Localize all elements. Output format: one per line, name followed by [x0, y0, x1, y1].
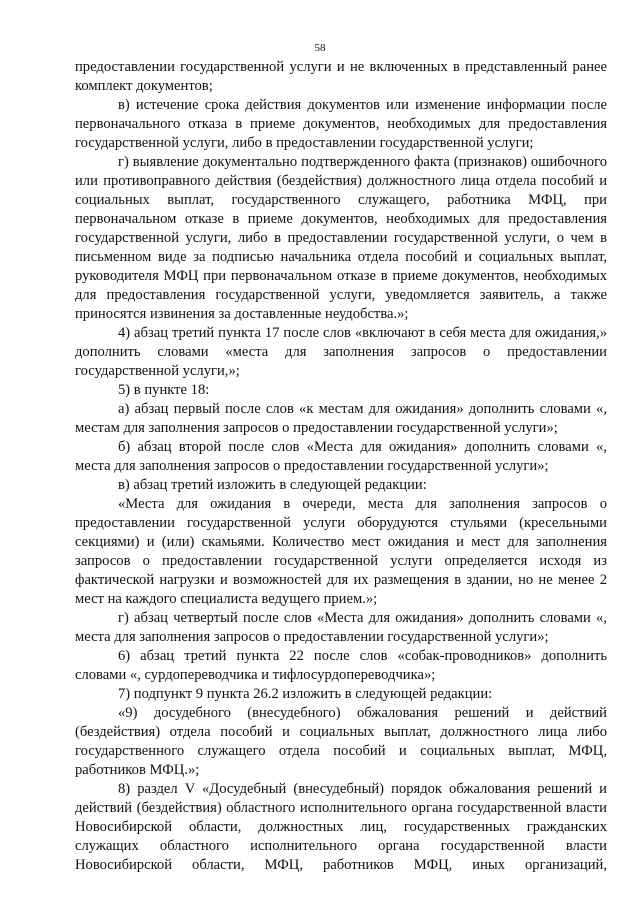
paragraph-item-5b: б) абзац второй после слов «Места для ожидания» дополнить словами «, места для заполнения запросов о предоставлении государственной услуги»;	[75, 439, 607, 474]
page-number: 58	[314, 42, 326, 54]
paragraph-quote-waiting-places: «Места для ожидания в очереди, места для заполнения запросов о предоставлении государственной услуги оборудуются стульями (кресельными секциями) и (или) скамьями. Количество мест ожидания и мест для заполнения запросов о предоставлении государственной услуги определяется исходя из фактической нагрузки и возможностей для их размещения в здании, но не менее 2 мест на каждого специалиста ведущего прием.»;	[75, 496, 607, 607]
paragraph-item-v: в) истечение срока действия документов или изменение информации после первоначального отказа в приеме документов, необходимых для предоставления государственной услуги, либо в предоставлении государственной услуги;	[75, 97, 607, 151]
paragraph-item-5v: в) абзац третий изложить в следующей редакции:	[118, 477, 427, 493]
paragraph-item-5: 5) в пункте 18:	[118, 382, 210, 398]
document-body	[75, 58, 607, 875]
paragraph-item-4: 4) абзац третий пункта 17 после слов «включают в себя места для ожидания,» дополнить словами «места для заполнения запросов о предоставлении государственной услуги,»;	[75, 325, 607, 379]
paragraph-item-6: 6) абзац третий пункта 22 после слов «собак-проводников» дополнить словами «, сурдопереводчика и тифлосурдопереводчика»;	[75, 648, 607, 683]
paragraph-item-g: г) выявление документально подтвержденного факта (признаков) ошибочного или противоправного действия (бездействия) должностного лица отдела пособий и социальных выплат, государственного служащего, работника МФЦ, при первоначальном отказе в приеме документов, необходимых для предоставления государственной услуги, либо в предоставлении государственной услуги, о чем в письменном виде за подписью начальника отдела пособий и социальных выплат, руководителя МФЦ при первоначальном отказе в приеме документов, необходимых для предоставления государственной услуги, уведомляется заявитель, а также приносятся извинения за доставленные неудобства.»;	[75, 154, 607, 322]
paragraph-quote-subitem-9: «9) досудебного (внесудебного) обжалования решений и действий (бездействия) отдела пособий и социальных выплат, должностного лица либо государственного служащего отдела пособий и социальных выплат, МФЦ, работников МФЦ.»;	[75, 705, 607, 778]
paragraph-continuation: предоставлении государственной услуги и не включенных в представленный ранее комплект документов;	[75, 59, 607, 94]
paragraph-item-7: 7) подпункт 9 пункта 26.2 изложить в следующей редакции:	[118, 686, 493, 702]
paragraph-item-5g: г) абзац четвертый после слов «Места для ожидания» дополнить словами «, места для заполнения запросов о предоставлении государственной услуги»;	[75, 610, 607, 645]
paragraph-item-8: 8) раздел V «Досудебный (внесудебный) порядок обжалования решений и действий (бездействия) областного исполнительного органа государственной власти Новосибирской области, должностных лиц, государственных гражданских служащих областного исполнительного органа государственной власти Новосибирской области, МФЦ, работников МФЦ, иных организаций,	[75, 781, 607, 873]
paragraph-item-5a: а) абзац первый после слов «к местам для ожидания» дополнить словами «, местам для заполнения запросов о предоставлении государственной услуги»;	[75, 401, 607, 436]
